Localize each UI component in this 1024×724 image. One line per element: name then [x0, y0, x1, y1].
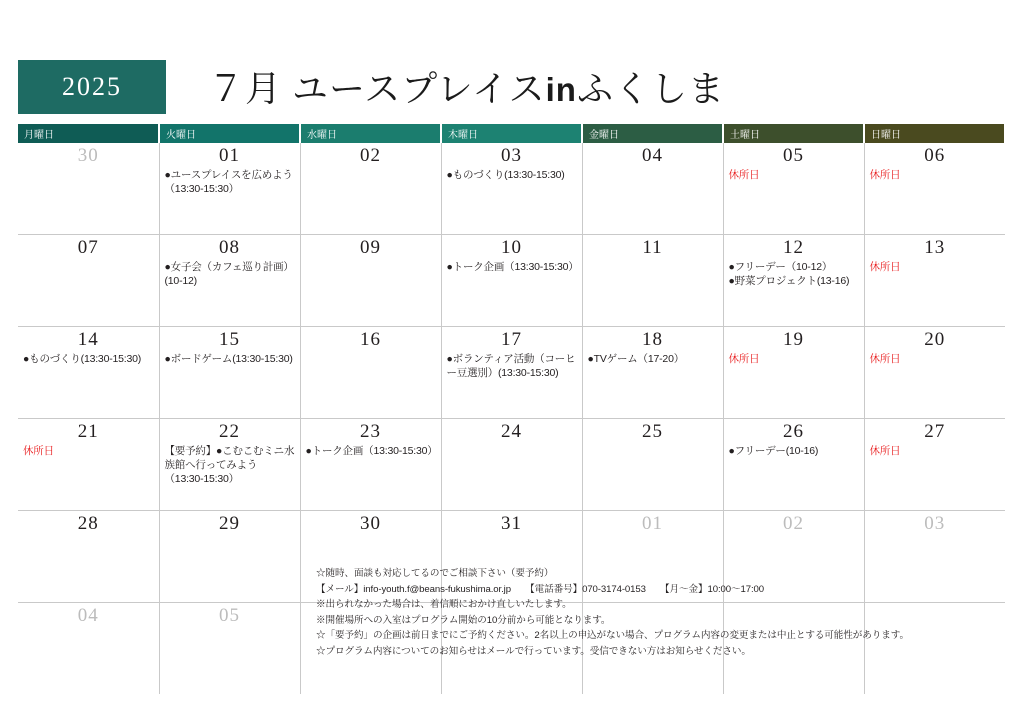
- day-number: 26: [783, 421, 804, 442]
- day-number: 06: [924, 145, 946, 166]
- calendar-day-cell: [18, 419, 159, 511]
- calendar-week-row: [18, 143, 1005, 235]
- day-number: 19: [783, 329, 804, 350]
- event-item: ●トーク企画（13:30-15:30）: [446, 260, 579, 273]
- day-number: 12: [783, 237, 804, 258]
- day-number: 01: [219, 145, 240, 166]
- day-number: 04: [642, 145, 663, 166]
- calendar-day-cell: [18, 235, 159, 327]
- calendar-day-cell: [441, 143, 582, 235]
- calendar-day-cell: [18, 143, 159, 235]
- closed-badge: 休所日: [869, 352, 901, 365]
- note-line: ※出られなかった場合は、着信順におかけ直しいたします。: [316, 599, 572, 611]
- day-number: 31: [501, 513, 522, 534]
- year-label: 2025: [62, 72, 122, 101]
- day-number: 27: [924, 421, 946, 442]
- closed-badge: 休所日: [869, 444, 901, 457]
- weekday-wednesday: 水曜日: [300, 124, 441, 143]
- page-title: [208, 61, 725, 114]
- day-number: 05: [783, 145, 804, 166]
- calendar-day-cell: [18, 603, 159, 695]
- calendar-day-cell: [582, 327, 723, 419]
- closed-badge: 休所日: [869, 168, 901, 181]
- weekday-friday: 金曜日: [582, 124, 723, 143]
- calendar-day-cell: [18, 511, 159, 603]
- event-item: ●ボードゲーム(13:30-15:30): [164, 352, 293, 365]
- day-number: 24: [501, 421, 522, 442]
- calendar-day-cell: [582, 419, 723, 511]
- day-number: 21: [77, 421, 99, 442]
- calendar-day-cell: [300, 143, 441, 235]
- day-number: 28: [77, 513, 99, 534]
- calendar-day-cell: [441, 327, 582, 419]
- note-line: ☆随時、面談も対応してるのでご相談下さい（要予約）: [316, 568, 554, 579]
- calendar-day-cell: [723, 143, 864, 235]
- title-in: in: [545, 71, 577, 108]
- day-number: 30: [77, 145, 99, 166]
- weekday-saturday: 土曜日: [723, 124, 864, 143]
- note-line: ☆プログラム内容についてのお知らせはメールで行っています。受信できない方はお知らせください。: [316, 645, 751, 657]
- calendar-day-cell: [582, 235, 723, 327]
- calendar-day-cell: [159, 419, 300, 511]
- day-number: 30: [360, 513, 381, 534]
- event-item: ●TVゲーム（17-20）: [587, 352, 685, 365]
- event-item: ●ユースプレイスを広めよう（13:30-15:30）: [164, 168, 293, 195]
- calendar-day-cell: [18, 327, 159, 419]
- event-item: 【要予約】●こむこむミニ水族館へ行ってみよう（13:30-15:30）: [164, 444, 295, 485]
- calendar-day-cell: [159, 143, 300, 235]
- event-item: ●女子会（カフェ巡り計画）(10-12): [164, 260, 294, 287]
- event-item: ●フリーデー(10-16): [728, 444, 819, 457]
- day-number: 25: [642, 421, 663, 442]
- footer-notes: [316, 566, 1006, 659]
- calendar-day-cell: [864, 143, 1005, 235]
- year-badge: [18, 60, 166, 114]
- event-item: ●ものづくり(13:30-15:30): [23, 352, 142, 365]
- day-number: 23: [360, 421, 381, 442]
- weekday-header-row: [18, 124, 1005, 143]
- closed-badge: 休所日: [23, 444, 54, 457]
- day-number: 13: [924, 237, 946, 258]
- day-number: 29: [219, 513, 240, 534]
- note-line: 【メール】info-youth.f@beans-fukushima.or.jp 【電話番号】070-3174-0153 【月～金】10:00～17:00: [316, 583, 765, 595]
- day-number: 03: [924, 513, 946, 534]
- day-number: 20: [924, 329, 946, 350]
- day-number: 07: [77, 237, 99, 258]
- calendar-day-cell: [723, 327, 864, 419]
- closed-badge: 休所日: [728, 352, 760, 365]
- day-number: 03: [501, 145, 522, 166]
- day-number: 16: [360, 329, 381, 350]
- event-item: ●トーク企画（13:30-15:30）: [305, 444, 438, 457]
- day-number: 04: [77, 605, 99, 626]
- calendar-day-cell: [159, 235, 300, 327]
- event-item: ●ボランティア活動（コーヒー豆選別）(13:30-15:30): [446, 352, 576, 379]
- calendar-week-row: [18, 235, 1005, 327]
- event-item: ●野菜プロジェクト(13-16): [728, 274, 850, 287]
- calendar-day-cell: [441, 419, 582, 511]
- calendar-day-cell: [723, 235, 864, 327]
- calendar-day-cell: [723, 419, 864, 511]
- day-number: 15: [219, 329, 240, 350]
- weekday-monday: 月曜日: [18, 124, 159, 143]
- day-number: 01: [642, 513, 663, 534]
- day-number: 02: [783, 513, 804, 534]
- calendar-day-cell: [441, 235, 582, 327]
- event-item: ●ものづくり(13:30-15:30): [446, 168, 565, 181]
- calendar-day-cell: [300, 235, 441, 327]
- closed-badge: 休所日: [869, 260, 901, 273]
- calendar-day-cell: [864, 419, 1005, 511]
- calendar-day-cell: [159, 327, 300, 419]
- calendar-day-cell: [864, 235, 1005, 327]
- day-number: 05: [219, 605, 240, 626]
- calendar-day-cell: [582, 143, 723, 235]
- day-number: 22: [219, 421, 240, 442]
- title-main: ユースプレイス: [292, 69, 546, 109]
- page-header: [18, 58, 1006, 114]
- day-number: 11: [642, 237, 663, 258]
- day-number: 17: [501, 329, 522, 350]
- calendar-day-cell: [864, 327, 1005, 419]
- note-line: ※開催場所への入室はプログラム開始の10分前から可能となります。: [316, 614, 611, 626]
- title-place: ふくしま: [576, 69, 725, 109]
- title-month: ７月: [208, 69, 283, 109]
- calendar-day-cell: [159, 511, 300, 603]
- weekday-tuesday: 火曜日: [159, 124, 300, 143]
- calendar-week-row: [18, 419, 1005, 511]
- day-number: 08: [219, 237, 240, 258]
- calendar-day-cell: [300, 327, 441, 419]
- calendar-week-row: [18, 327, 1005, 419]
- day-number: 02: [360, 145, 381, 166]
- calendar-day-cell: [159, 603, 300, 695]
- weekday-sunday: 日曜日: [864, 124, 1005, 143]
- closed-badge: 休所日: [728, 168, 760, 181]
- note-line: ☆「要予約」の企画は前日までにご予約ください。2名以上の申込がない場合、プログラム内容の変更または中止とする可能性があります。: [316, 630, 909, 642]
- weekday-thursday: 木曜日: [441, 124, 582, 143]
- calendar-day-cell: [300, 419, 441, 511]
- day-number: 10: [501, 237, 522, 258]
- day-number: 18: [642, 329, 663, 350]
- day-number: 14: [77, 329, 99, 350]
- event-item: ●フリーデー（10-12）: [728, 260, 833, 273]
- day-number: 09: [360, 237, 381, 258]
